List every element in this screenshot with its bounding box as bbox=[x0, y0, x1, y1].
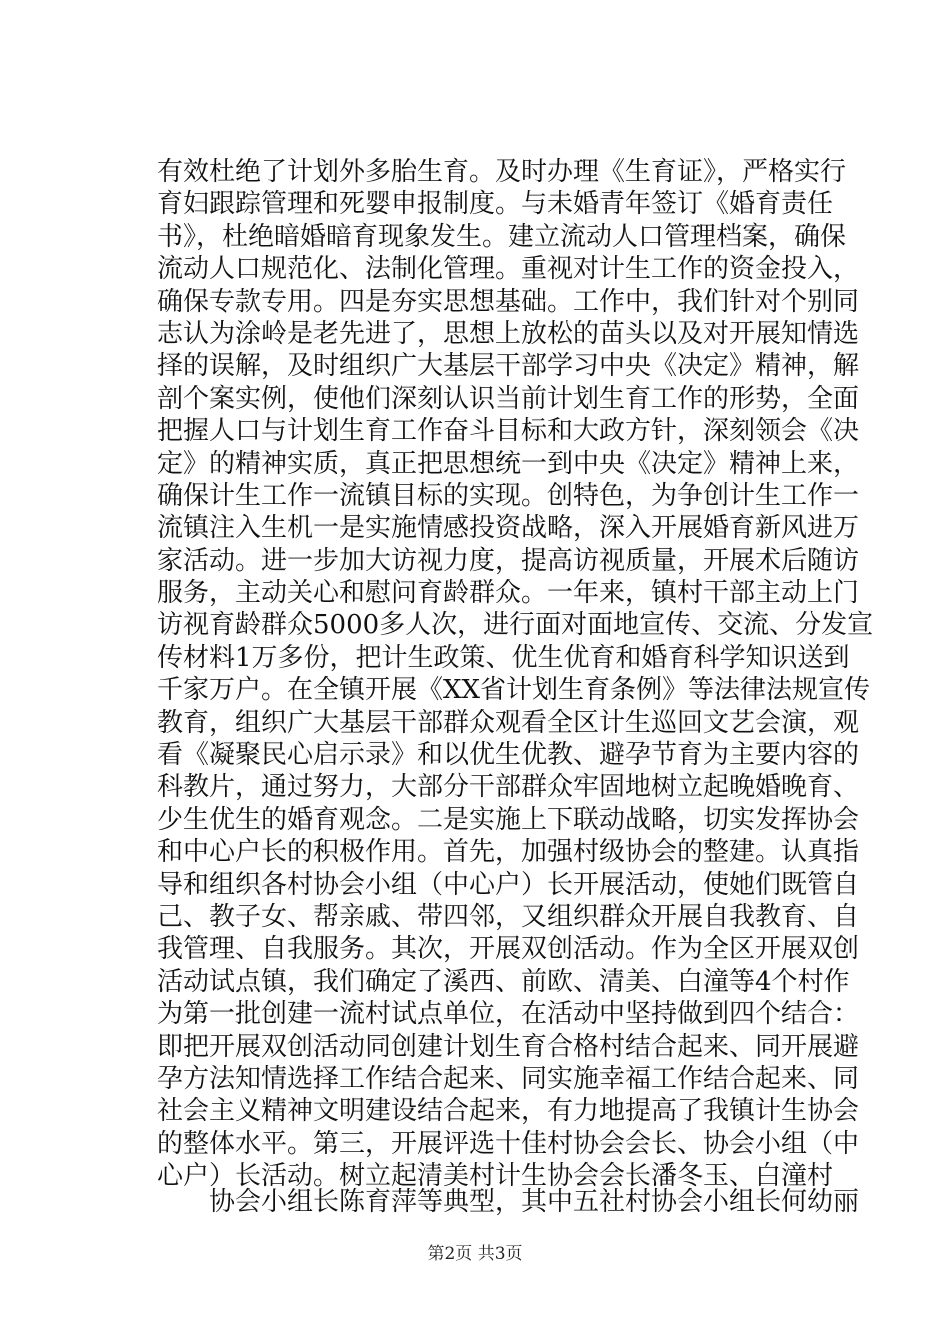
text-line: 心户）长活动。树立起清美村计生协会会长潘冬玉、白潼村 bbox=[157, 1161, 834, 1192]
text-line: 志认为涂岭是老先进了，思想上放松的苗头以及对开展知情选 bbox=[157, 318, 860, 349]
text-line: 的整体水平。第三，开展评选十佳村协会会长、协会小组（中 bbox=[157, 1128, 860, 1159]
text-line: 确保计生工作一流镇目标的实现。创特色，为争创计生工作一 bbox=[157, 480, 860, 511]
text-line: 教育，组织广大基层干部群众观看全区计生巡回文艺会演，观 bbox=[157, 707, 860, 738]
text-line: 确保专款专用。四是夯实思想基础。工作中，我们针对个别同 bbox=[157, 286, 860, 317]
text-line: 协会小组长陈育萍等典型，其中五社村协会小组长何幼丽 bbox=[157, 1187, 860, 1217]
text-line: 流动人口规范化、法制化管理。重视对计生工作的资金投入， bbox=[157, 254, 860, 285]
text-line: 定》的精神实质，真正把思想统一到中央《决定》精神上来， bbox=[157, 448, 860, 479]
text-line: 择的误解，及时组织广大基层干部学习中央《决定》精神，解 bbox=[157, 351, 860, 382]
text-line: 社会主义精神文明建设结合起来，有力地提高了我镇计生协会 bbox=[157, 1096, 860, 1127]
text-line: 己、教子女、帮亲戚、带四邻，又组织群众开展自我教育、自 bbox=[157, 901, 860, 932]
text-line: 为第一批创建一流村试点单位，在活动中坚持做到四个结合： bbox=[157, 999, 860, 1030]
text-line: 千家万户。在全镇开展《XX省计划生育条例》等法律法规宣传 bbox=[157, 675, 871, 706]
text-line: 即把开展双创活动同创建计划生育合格村结合起来、同开展避 bbox=[157, 1031, 860, 1062]
text-line: 育妇跟踪管理和死婴申报制度。与未婚青年签订《婚育责任 bbox=[157, 189, 834, 220]
text-line: 家活动。进一步加大访视力度，提高访视质量，开展术后随访 bbox=[157, 545, 860, 576]
text-line: 和中心户长的积极作用。首先，加强村级协会的整建。认真指 bbox=[157, 837, 860, 868]
text-line: 访视育龄群众5000多人次，进行面对面地宣传、交流、分发宣 bbox=[157, 610, 874, 641]
page-footer: 第2页 共3页 bbox=[427, 1244, 523, 1264]
text-line: 孕方法知情选择工作结合起来、同实施幸福工作结合起来、同 bbox=[157, 1063, 860, 1094]
text-line: 传材料1万多份，把计生政策、优生优育和婚育科学知识送到 bbox=[157, 642, 850, 673]
text-line: 有效杜绝了计划外多胎生育。及时办理《生育证》，严格实行 bbox=[157, 157, 847, 187]
text-line: 把握人口与计划生育工作奋斗目标和大政方针，深刻领会《决 bbox=[157, 416, 860, 447]
text-line: 流镇注入生机一是实施情感投资战略，深入开展婚育新风进万 bbox=[157, 513, 860, 544]
text-line: 导和组织各村协会小组（中心户）长开展活动，使她们既管自 bbox=[157, 869, 860, 900]
second-paragraph bbox=[157, 1186, 860, 1218]
text-line: 看《凝聚民心启示录》和以优生优教、避孕节育为主要内容的 bbox=[157, 740, 860, 771]
body-paragraph bbox=[157, 156, 874, 1193]
text-line: 书》，杜绝暗婚暗育现象发生。建立流动人口管理档案，确保 bbox=[157, 221, 847, 252]
text-line: 科教片，通过努力，大部分干部群众牢固地树立起晚婚晚育、 bbox=[157, 772, 860, 803]
text-line: 剖个案实例，使他们深刻认识当前计划生育工作的形势，全面 bbox=[157, 383, 860, 414]
text-line: 少生优生的婚育观念。二是实施上下联动战略，切实发挥协会 bbox=[157, 804, 860, 835]
text-line: 服务，主动关心和慰问育龄群众。一年来，镇村干部主动上门 bbox=[157, 578, 860, 609]
text-line: 活动试点镇，我们确定了溪西、前欧、清美、白潼等4个村作 bbox=[157, 966, 850, 997]
text-line: 我管理、自我服务。其次，开展双创活动。作为全区开展双创 bbox=[157, 934, 860, 965]
